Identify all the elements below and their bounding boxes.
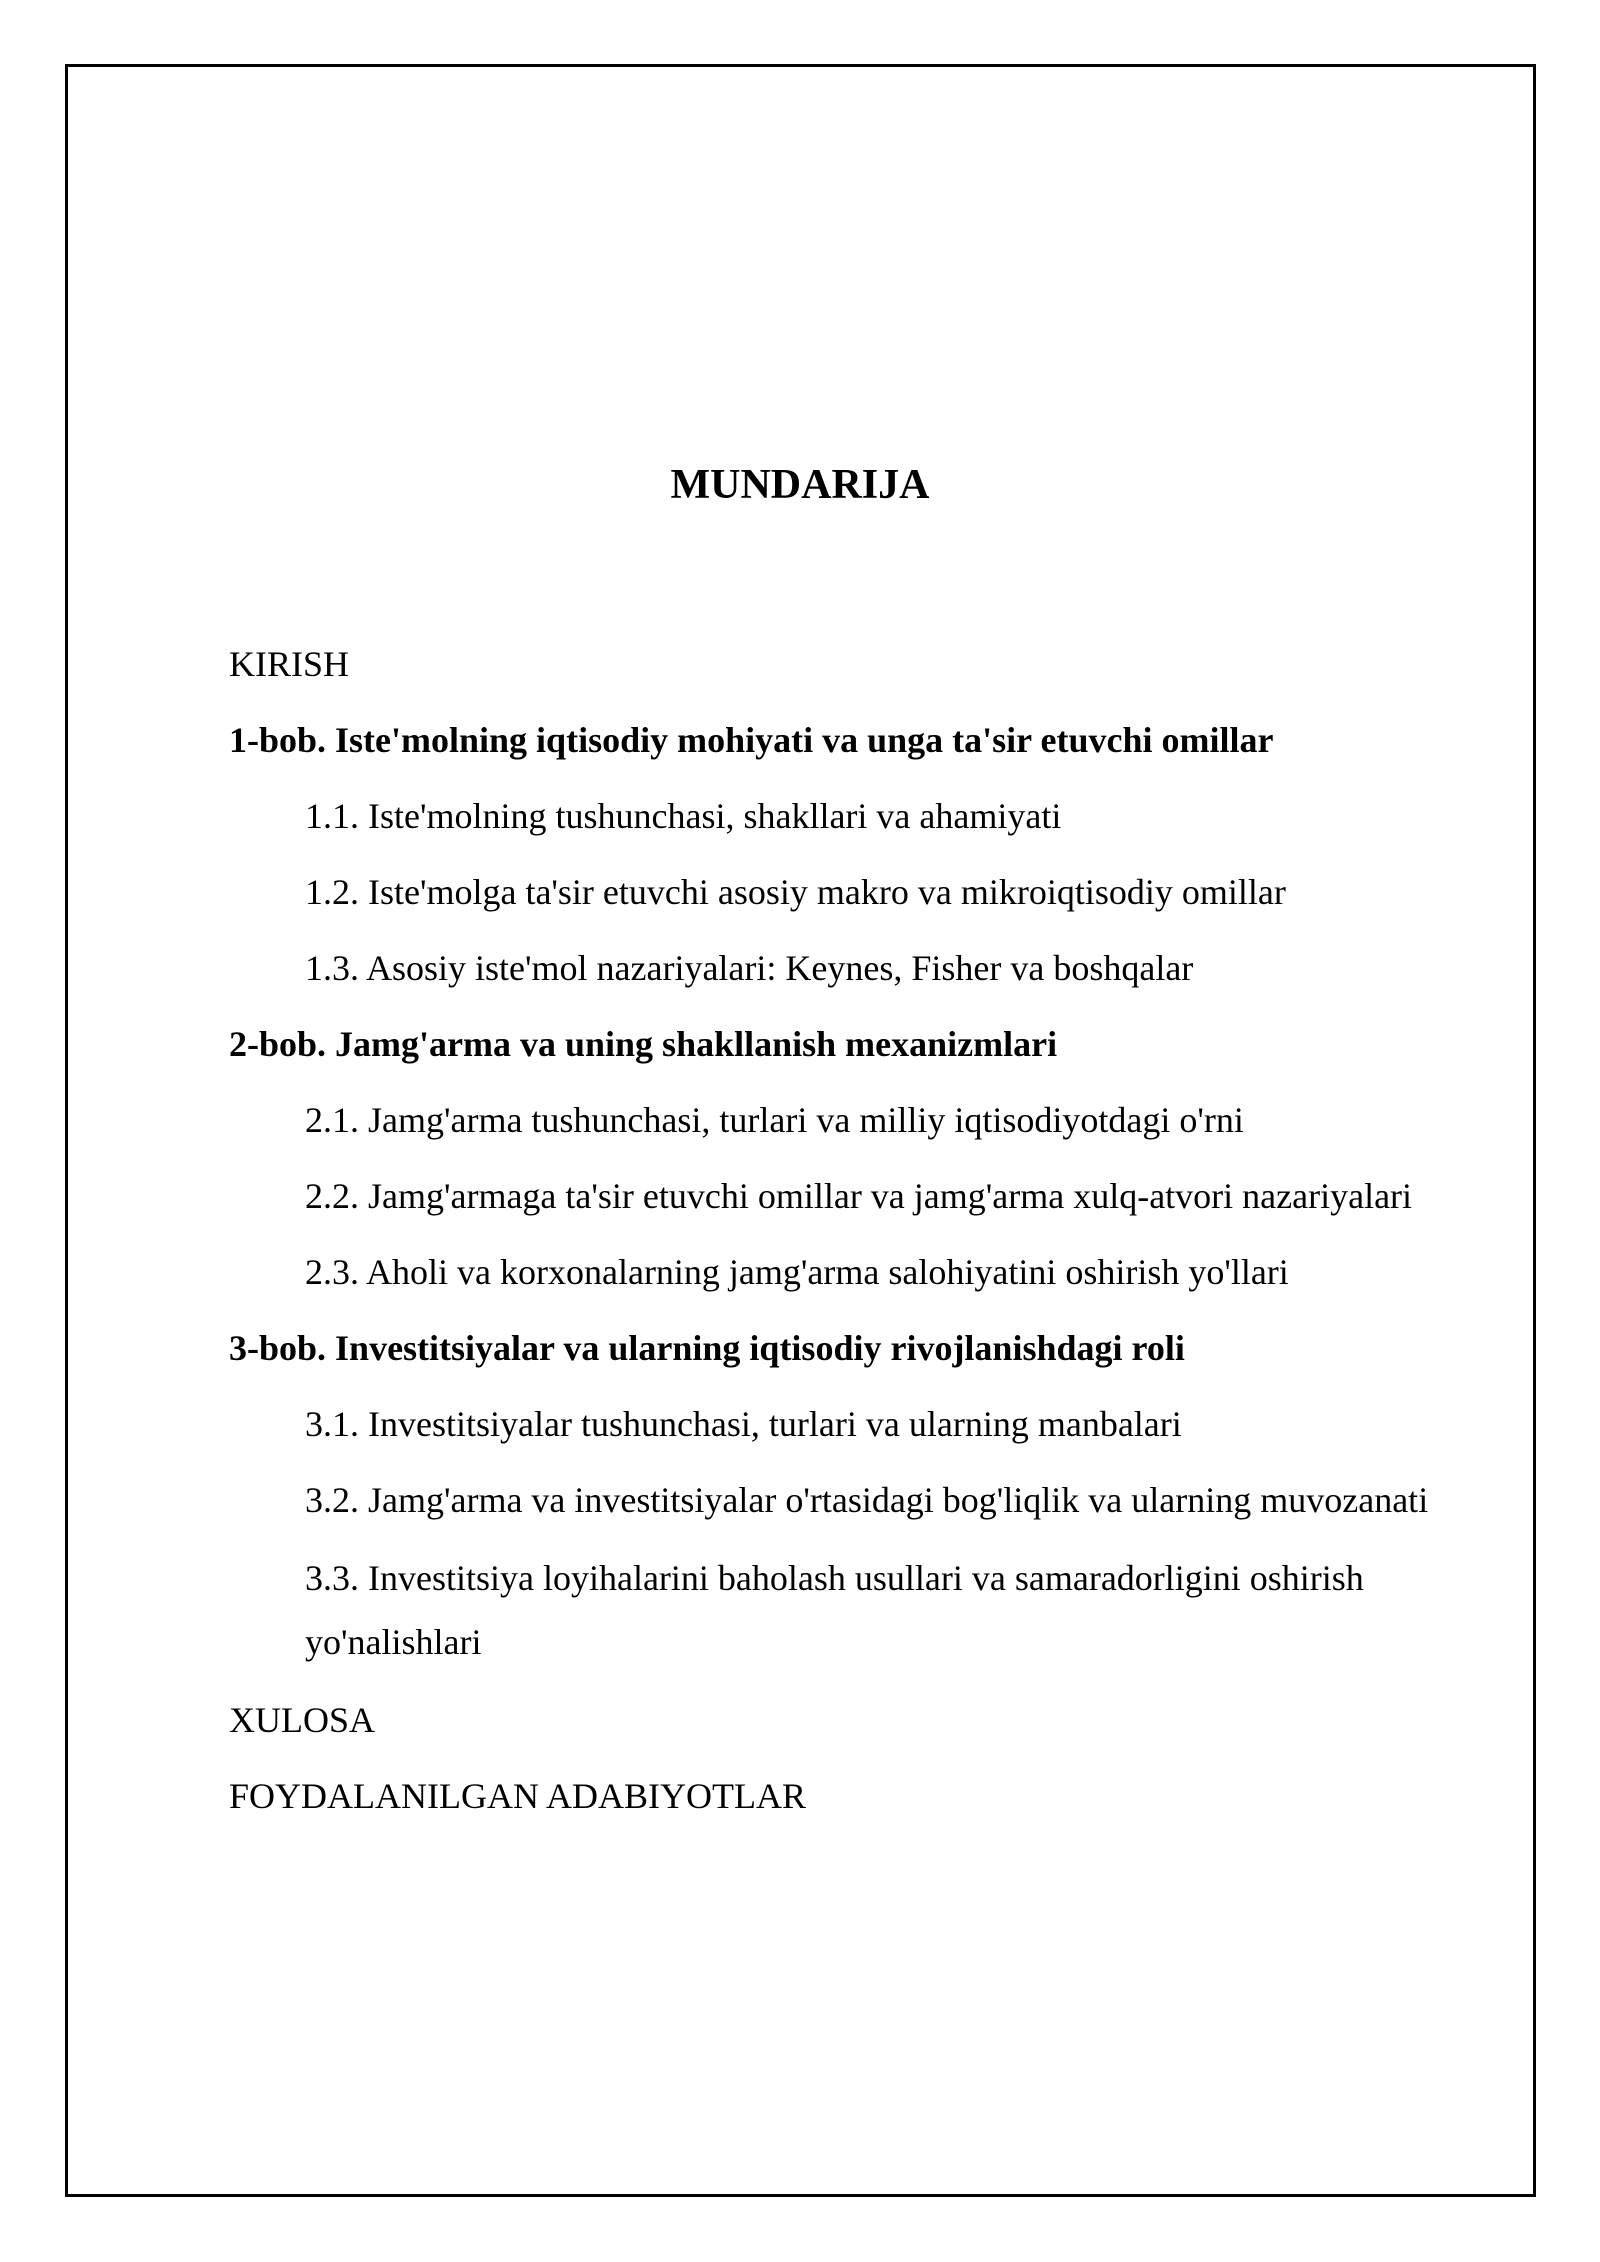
toc-section-3-2: 3.2. Jamg'arma va investitsiyalar o'rtasidagi bog'liqlik va ularning muvozanati xyxy=(305,1480,1429,1520)
toc-chapter-3: 3-bob. Investitsiyalar va ularning iqtisodiy rivojlanishdagi roli xyxy=(229,1328,1185,1368)
toc-section-3-1: 3.1. Investitsiyalar tushunchasi, turlari va ularning manbalari xyxy=(305,1404,1182,1444)
toc-section-2-3: 2.3. Aholi va korxonalarning jamg'arma salohiyatini oshirish yo'llari xyxy=(305,1252,1289,1292)
toc-section-3-3: 3.3. Investitsiya loyihalarini baholash usullari va samaradorligini oshirish yo'nalishlari xyxy=(305,1558,1364,1662)
toc-section-1-3: 1.3. Asosiy iste'mol nazariyalari: Keynes, Fisher va boshqalar xyxy=(305,948,1194,988)
toc-entry-kirish: KIRISH xyxy=(229,644,350,684)
table-of-contents xyxy=(229,640,1519,1848)
toc-section-2-2: 2.2. Jamg'armaga ta'sir etuvchi omillar va jamg'arma xulq-atvori nazariyalari xyxy=(305,1176,1413,1216)
toc-chapter-2: 2-bob. Jamg'arma va uning shakllanish mexanizmlari xyxy=(229,1024,1058,1064)
toc-entry-xulosa: XULOSA xyxy=(229,1700,376,1740)
toc-section-1-2: 1.2. Iste'molga ta'sir etuvchi asosiy makro va mikroiqtisodiy omillar xyxy=(305,872,1286,912)
toc-chapter-1: 1-bob. Iste'molning iqtisodiy mohiyati va unga ta'sir etuvchi omillar xyxy=(229,720,1274,760)
page-title: MUNDARIJA xyxy=(670,462,930,508)
toc-section-2-1: 2.1. Jamg'arma tushunchasi, turlari va milliy iqtisodiyotdagi o'rni xyxy=(305,1100,1244,1140)
toc-entry-references: FOYDALANILGAN ADABIYOTLAR xyxy=(229,1776,806,1816)
toc-section-1-1: 1.1. Iste'molning tushunchasi, shakllari va ahamiyati xyxy=(305,796,1062,836)
